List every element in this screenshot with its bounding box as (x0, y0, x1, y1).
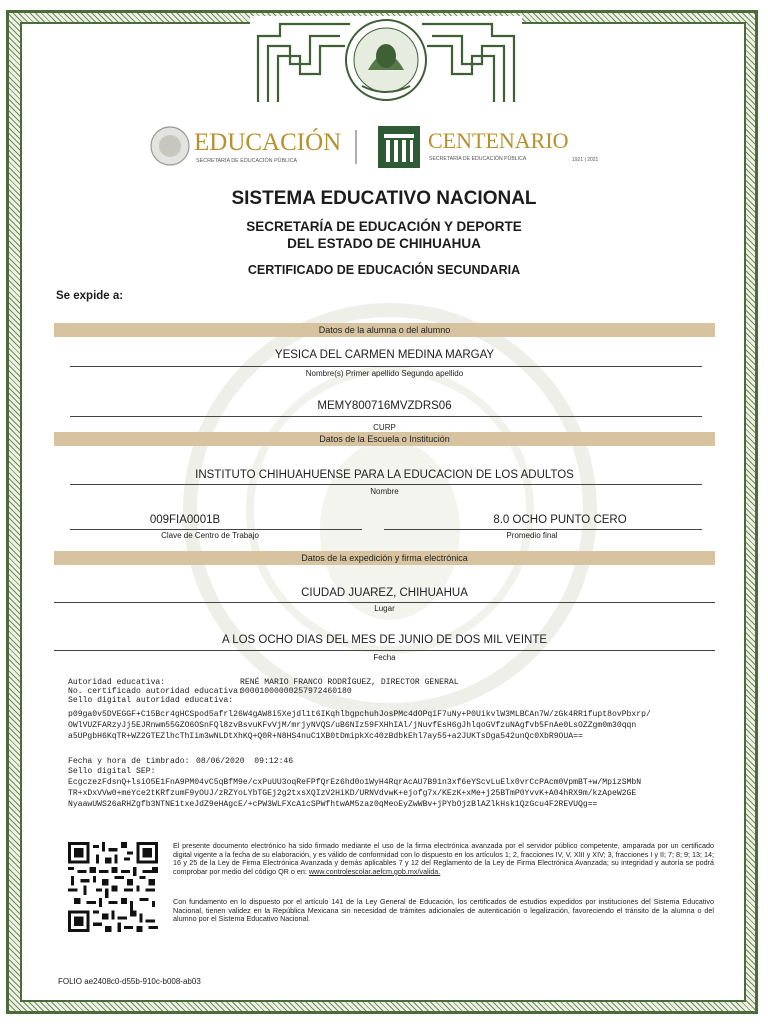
legal-paragraph-signature (173, 842, 714, 876)
seal-line: a5UPgbH6KqTR+WZ2GTEZlhcThIim3wNLDtXhKQ+Q0R+N8HS4nuC1XB0tDmipkXc40zBdbkEhl7ay55+a2JUKTsDga542unQc0XbR9OUA== (68, 732, 583, 741)
coat-of-arms-icon (250, 16, 522, 108)
cct-caption: Clave de Centro de Trabajo (161, 531, 259, 540)
cert-number-label: No. certificado autoridad educativa: (68, 687, 243, 696)
date-value: A LOS OCHO DIAS DEL MES DE JUNIO DE DOS MIL VEINTE (221, 634, 548, 646)
divider (70, 416, 702, 417)
average-caption: Promedio final (506, 531, 558, 540)
validation-link[interactable]: www.controlescolar.aefcm.gob.mx/valida. (308, 866, 441, 876)
student-section-band: Datos de la alumna o del alumno (54, 323, 715, 337)
sep-seal-line: NyaawUWS26aRHZgfb3NTNE1txeJdZ9eHAgcE/+cPW3WLFXcA1cSPWfhtwAM5zaz0qMeoEyZwWBv+jPYbOjzBlAZlkHsk1QzGcu4F2REVUQg== (68, 800, 598, 809)
sep-seal-line: EcgczezFdsnQ+lsiO5E1FnA9PM04vC5qBfM9e/cxPuUU3oqReFPfQrEz6hd0o1WyH4RqrAcAU7B91n3xf6eYScvLuElx0vrCcPAcm0VpmBT+w/MpizSMbN (68, 778, 642, 787)
divider (54, 602, 715, 603)
divider (70, 366, 702, 367)
educacion-logo-text: EDUCACIÓN (194, 129, 342, 156)
seal-line: p09ga0v5DVEGGF+C15Bcr4gHCSpod5afrl26W4gAW8i5Xejdl1t6IKqhlbgpchuhJosPMc4dOPqiF7uNy+P0UikvlW3MLBCAn7W/zGk4RR1fupt8ovPbxrp/ (68, 710, 651, 719)
system-title: SISTEMA EDUCATIVO NACIONAL (231, 188, 537, 209)
curp-value: MEMY800716MVZDRS06 (317, 400, 452, 412)
centenario-logo-subtext: SECRETARÍA DE EDUCACIÓN PÚBLICA (429, 156, 527, 162)
curp-caption: CURP (373, 423, 396, 432)
school-name: INSTITUTO CHIHUAHUENSE PARA LA EDUCACION DE LOS ADULTOS (195, 469, 574, 481)
sep-seal-label: Sello digital SEP: (68, 767, 156, 776)
cert-number-value: 00001000000257972460180 (240, 687, 352, 696)
divider (54, 650, 715, 651)
student-name-caption: Nombre(s) Primer apellido Segundo apellido (305, 369, 464, 378)
timestamp-label: Fecha y hora de timbrado: (68, 757, 190, 766)
secretaria-line2: DEL ESTADO DE CHIHUAHUA (287, 236, 481, 251)
student-name: YESICA DEL CARMEN MEDINA MARGAY (274, 349, 495, 361)
expedition-section-band: Datos de la expedición y firma electrónica (54, 551, 715, 565)
folio-number: FOLIO ae2408c0-d55b-910c-b008-ab03 (58, 977, 201, 986)
place-caption: Lugar (374, 604, 395, 613)
school-section-band: Datos de la Escuela o Institución (54, 432, 715, 446)
date-caption: Fecha (373, 653, 396, 662)
issued-to-label: Se expide a: (56, 290, 124, 302)
qr-code-icon[interactable] (68, 842, 158, 932)
divider (384, 529, 702, 530)
centenario-years: 1921 | 2021 (572, 157, 599, 163)
place-value: CIUDAD JUAREZ, CHIHUAHUA (301, 587, 468, 599)
secretaria-line1: SECRETARÍA DE EDUCACIÓN Y DEPORTE (246, 219, 522, 234)
logos-row (150, 122, 620, 172)
legal-text: El presente documento electrónico ha sido firmado mediante el uso de la firma electrónica avanzada por el servidor público competente, amparada por un certificado digital vigente a la fecha de su elaboración, y es válido de conformidad con lo dispuesto en los artículos 1; 2, fracciones IV, V, XIII y XIV; 3, fracciones I y II; 7; 8; 9; 13; 14; 16 y 25 de la Ley de Firma Electrónica Avanzada y demás aplicables 7 y 12 del Reglamento de la Ley de Firma Electrónica Avanzada; su integridad y autoría se podrá comprobar por medio del código QR o en: (173, 841, 714, 876)
certificate-title: CERTIFICADO DE EDUCACIÓN SECUNDARIA (247, 263, 521, 277)
average-value: 8.0 OCHO PUNTO CERO (493, 514, 627, 526)
seal-line: OWlVUZFARzyJj5EJRnwm55GZO6OSnFQl8zvBsvuKFvVjM/mrjyNVQS/uB6NIz59FXHhIAl/jNuvfEsH6gJhlqoGVfzuNAgfvb5FnAe0LsOZZgm0m30qqn (68, 721, 637, 730)
seal-label: Sello digital autoridad educativa: (68, 696, 234, 705)
centenario-logo-text: CENTENARIO (428, 128, 569, 153)
cct-value: 009FIA0001B (149, 514, 221, 526)
divider (70, 529, 362, 530)
school-name-caption: Nombre (370, 487, 399, 496)
authority-value: RENÉ MARIO FRANCO RODRÍGUEZ, DIRECTOR GENERAL (240, 678, 459, 687)
timestamp-value: 08/06/2020 09:12:46 (196, 757, 294, 766)
authority-label: Autoridad educativa: (68, 678, 166, 687)
legal-paragraph-validity: Con fundamento en lo dispuesto por el artículo 141 de la Ley General de Educación, los certificados de estudios expedidos por instituciones del Sistema Educativo Nacional, tienen validez en la República Mexicana sin necesidad de trámites adicionales de autenticación o legalización, favoreciendo el tránsito de la alumna o del alumno por el Sistema Educativo Nacional. (173, 897, 714, 924)
sep-seal-line: TR+xDxVVw0+meYce2tKRfzumF9yOUJ/zRZYoLYbTGEj2g2txsXQIzV2HiKD/URNVdvwK+ejofg7x/KEzK+xMe+j25BTmP0YvvK+A04hRX9m/kzApeW2GE (68, 789, 637, 798)
divider (70, 484, 702, 485)
educacion-logo-subtext: SECRETARÍA DE EDUCACIÓN PÚBLICA (196, 158, 298, 164)
